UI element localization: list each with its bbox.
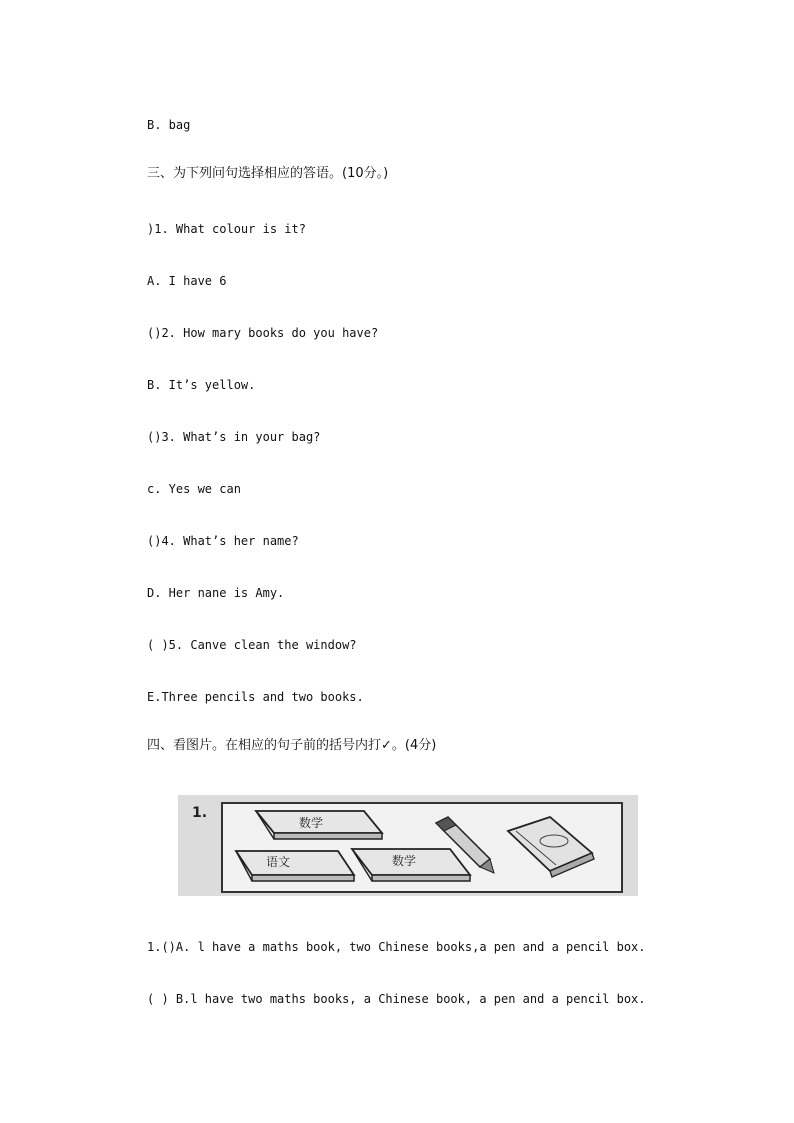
chinese-book-icon bbox=[236, 851, 354, 881]
question-1: )1. What colour is it? bbox=[147, 222, 306, 236]
answer-c: c. Yes we can bbox=[147, 482, 241, 496]
question-5: ( )5. Canve clean the window? bbox=[147, 638, 357, 652]
answer-a: A. I have 6 bbox=[147, 274, 227, 288]
option-1b: ( ) B.l have two maths books, a Chinese book, a pen and a pencil box. bbox=[147, 992, 646, 1006]
answer-e: E.Three pencils and two books. bbox=[147, 690, 364, 704]
section-3-heading: 三、为下列问句选择相应的答语。(10分。) bbox=[147, 166, 389, 181]
answer-d: D. Her nane is Amy. bbox=[147, 586, 285, 600]
section-4-heading: 四、看图片。在相应的句子前的括号内打✓。(4分) bbox=[147, 738, 437, 753]
maths-book-icon-2 bbox=[352, 849, 470, 881]
book3-label: 数学 bbox=[392, 854, 417, 868]
figure-number: 1. bbox=[192, 805, 208, 821]
books-pen-pencilbox-picture bbox=[178, 795, 638, 896]
option-1a: 1.()A. l have a maths book, two Chinese books,a pen and a pencil box. bbox=[147, 940, 646, 954]
question-3: ()3. What’s in your bag? bbox=[147, 430, 321, 444]
book1-label: 数学 bbox=[299, 816, 324, 830]
question-2: ()2. How mary books do you have? bbox=[147, 326, 379, 340]
maths-book-icon bbox=[256, 811, 382, 839]
question-4: ()4. What’s her name? bbox=[147, 534, 299, 548]
answer-b: B. It’s yellow. bbox=[147, 378, 256, 392]
answer-option-b-bag: B. bag bbox=[147, 118, 191, 132]
book2-label: 语文 bbox=[266, 855, 291, 869]
